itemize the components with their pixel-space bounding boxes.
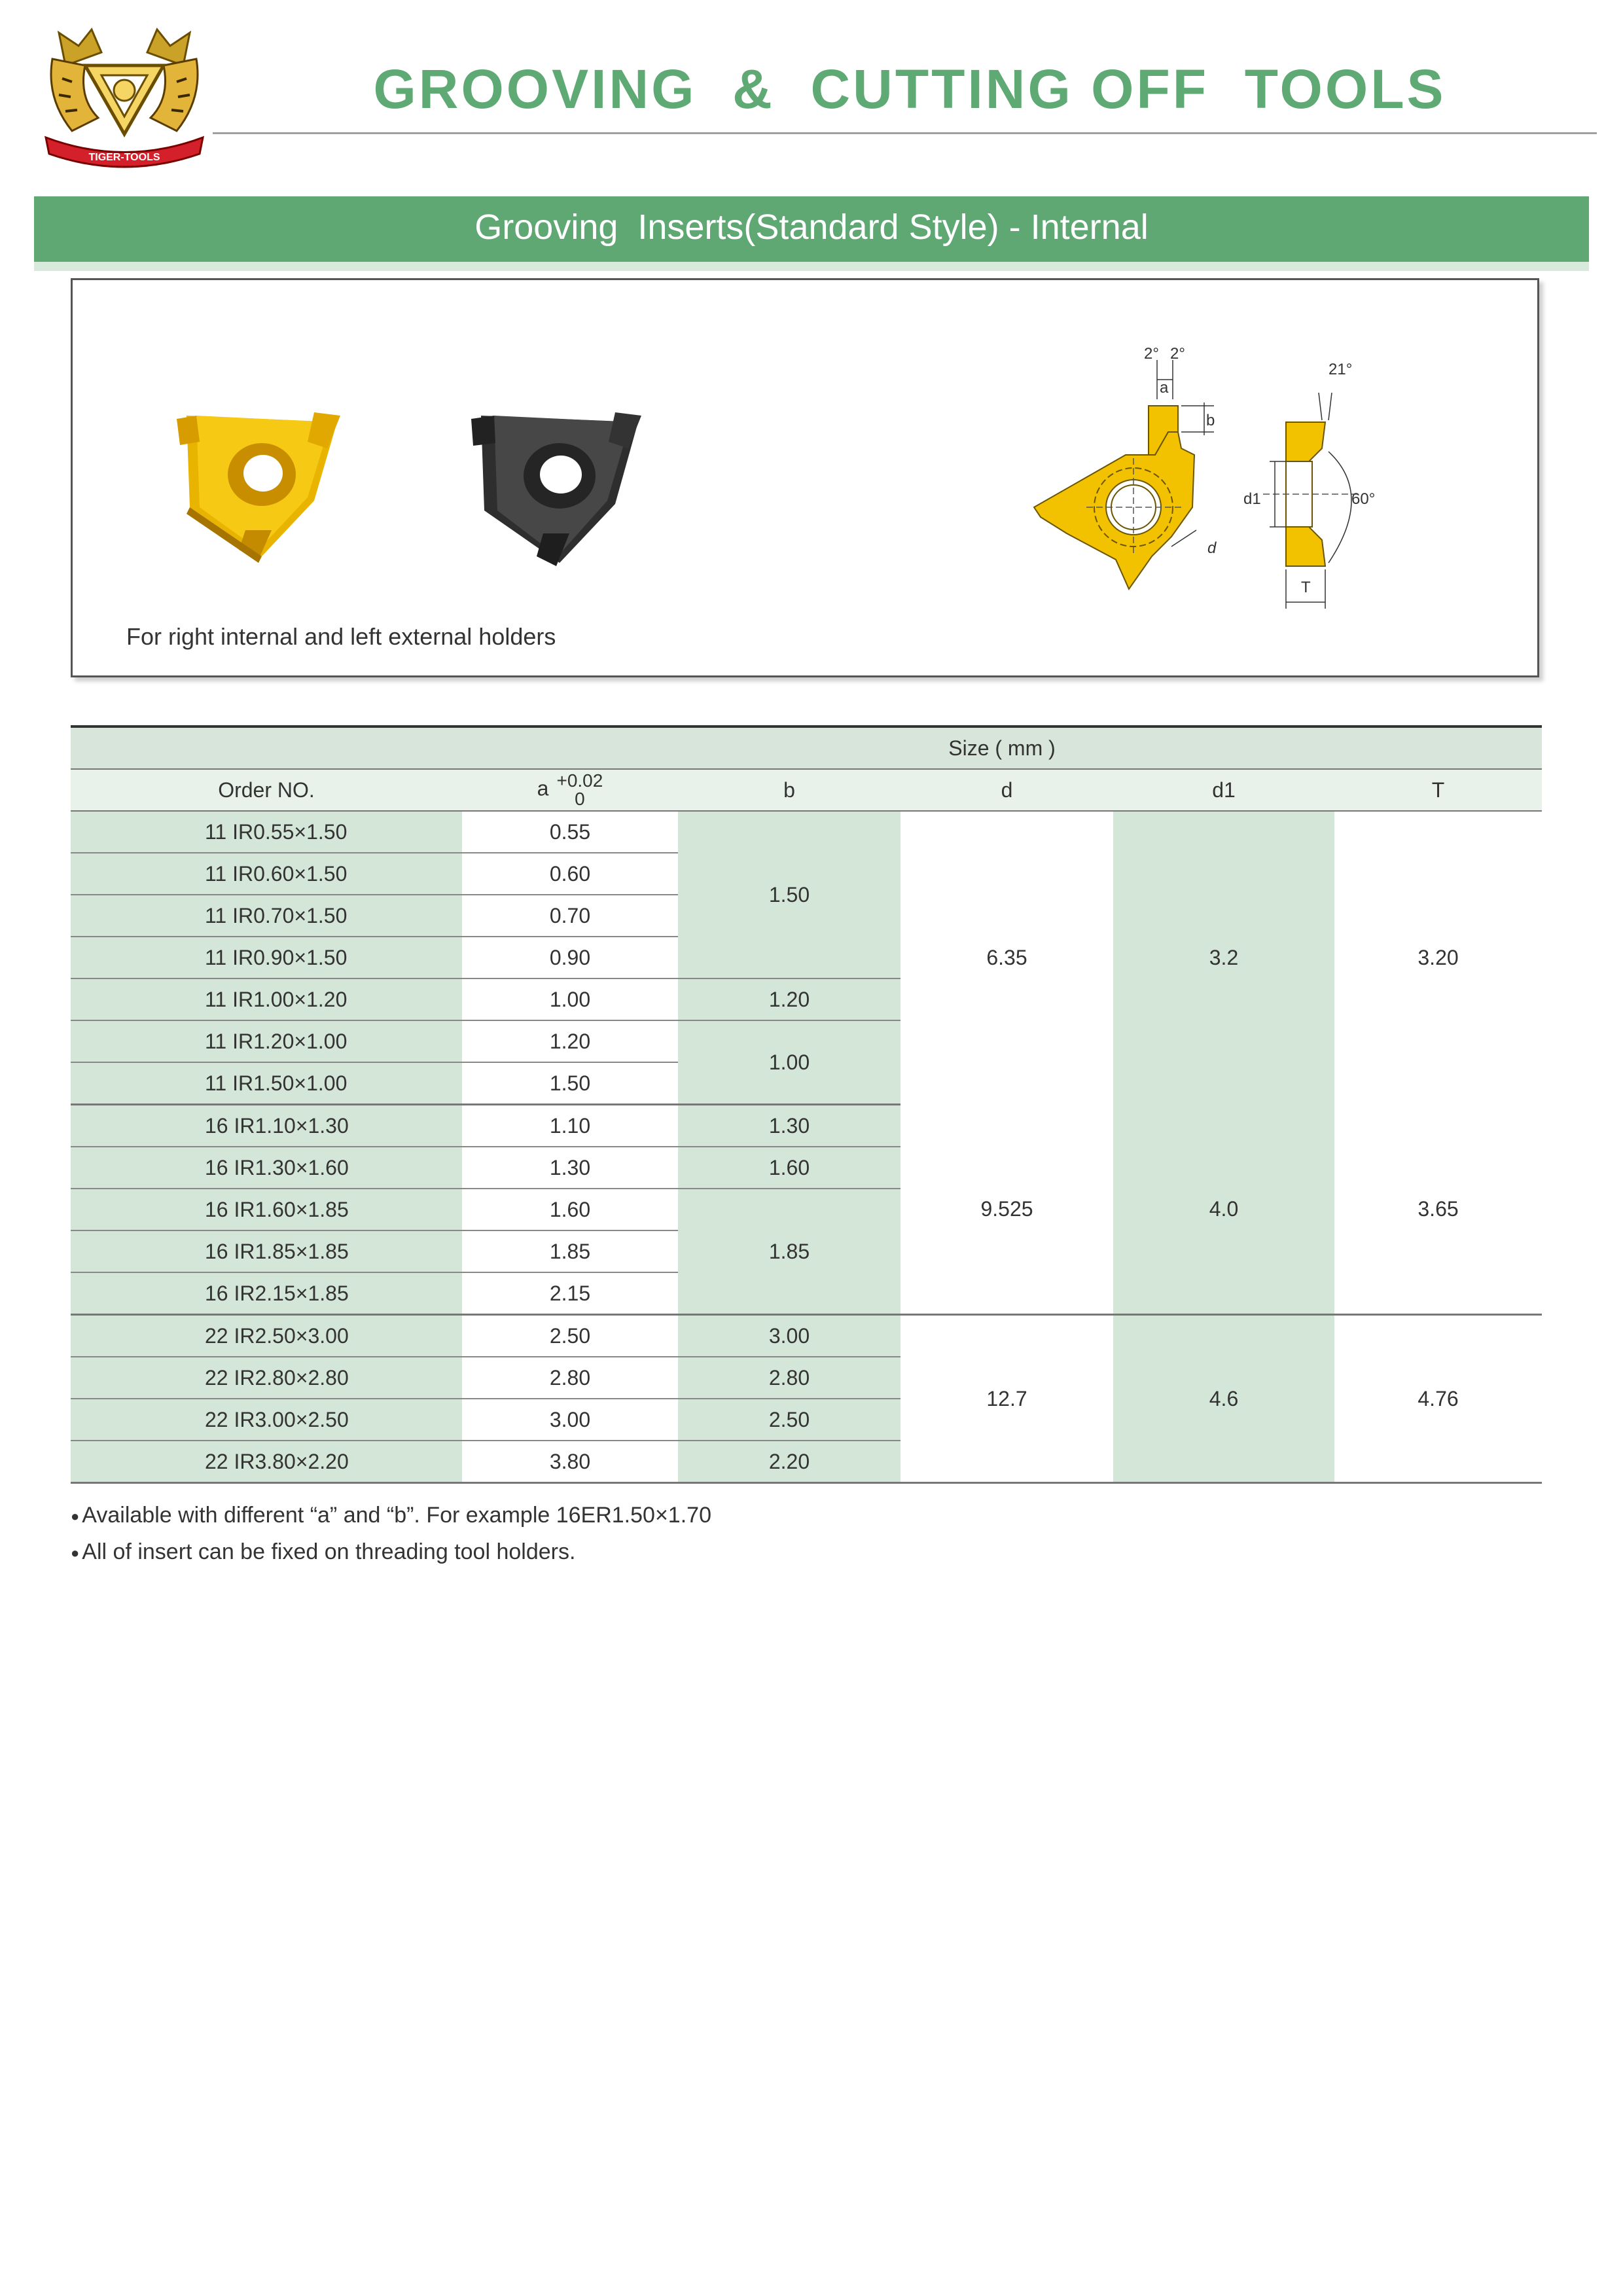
b-value-cell: 2.80 — [678, 1357, 901, 1399]
a-value-cell: 3.80 — [462, 1441, 678, 1483]
d-value-cell: 9.525 — [901, 1105, 1113, 1315]
dim-60-label: 60° — [1351, 490, 1376, 508]
black-insert-image — [468, 403, 651, 573]
dim-d-label: d — [1207, 539, 1217, 557]
dim-angle-left-label: 2° — [1144, 345, 1159, 363]
title-divider — [213, 132, 1597, 134]
spec-table — [71, 725, 1542, 1484]
order-no-cell: 22 IR3.00×2.50 — [71, 1399, 462, 1441]
d-value-cell: 6.35 — [901, 811, 1113, 1105]
order-no-cell: 11 IR0.90×1.50 — [71, 937, 462, 978]
a-value-cell: 0.60 — [462, 853, 678, 895]
order-no-cell: 11 IR1.00×1.20 — [71, 978, 462, 1020]
note-text: Available with different “a” and “b”. For example 16ER1.50×1.70 — [82, 1503, 711, 1528]
a-value-cell: 2.50 — [462, 1315, 678, 1357]
gold-insert-image — [173, 403, 350, 566]
col-header-a — [462, 769, 678, 811]
header-empty-cell — [71, 726, 462, 769]
d1-value-cell: 3.2 — [1113, 811, 1334, 1105]
a-tolerance — [556, 772, 603, 808]
spec-table-container — [71, 725, 1542, 1484]
note-item — [71, 1534, 711, 1571]
a-tolerance-upper: +0.02 — [556, 770, 603, 791]
b-value-cell: 1.00 — [678, 1020, 901, 1105]
d1-value-cell: 4.6 — [1113, 1315, 1334, 1483]
table-row — [71, 1315, 1542, 1357]
col-header-b: b — [678, 769, 901, 811]
order-no-cell: 16 IR1.30×1.60 — [71, 1147, 462, 1189]
order-no-cell: 22 IR2.80×2.80 — [71, 1357, 462, 1399]
b-value-cell: 3.00 — [678, 1315, 901, 1357]
order-no-cell: 11 IR1.20×1.00 — [71, 1020, 462, 1062]
b-value-cell: 1.20 — [678, 978, 901, 1020]
a-value-cell: 0.55 — [462, 811, 678, 853]
size-header: Size ( mm ) — [462, 726, 1542, 769]
order-no-cell: 11 IR0.55×1.50 — [71, 811, 462, 853]
a-tolerance-lower: 0 — [575, 789, 585, 809]
section-banner-strip — [34, 262, 1589, 271]
t-value-cell: 3.65 — [1334, 1105, 1542, 1315]
col-header-d1: d1 — [1113, 769, 1334, 811]
note-item — [71, 1498, 711, 1534]
table-header-row-size — [71, 726, 1542, 769]
col-header-a-symbol: a — [537, 776, 549, 800]
t-value-cell: 3.20 — [1334, 811, 1542, 1105]
a-value-cell: 1.85 — [462, 1230, 678, 1272]
order-no-cell: 16 IR1.85×1.85 — [71, 1230, 462, 1272]
table-row — [71, 1105, 1542, 1147]
b-value-cell: 1.85 — [678, 1189, 901, 1315]
order-no-cell: 11 IR1.50×1.00 — [71, 1062, 462, 1105]
col-header-t: T — [1334, 769, 1542, 811]
a-value-cell: 2.80 — [462, 1357, 678, 1399]
dim-d1-label: d1 — [1243, 490, 1261, 508]
col-header-d: d — [901, 769, 1113, 811]
col-header-order: Order NO. — [71, 769, 462, 811]
a-value-cell: 0.70 — [462, 895, 678, 937]
logo-text: TIGER-TOOLS — [88, 152, 160, 163]
b-value-cell: 1.60 — [678, 1147, 901, 1189]
order-no-cell: 22 IR3.80×2.20 — [71, 1441, 462, 1483]
table-row — [71, 811, 1542, 853]
dim-t-label: T — [1301, 579, 1311, 596]
a-value-cell: 1.00 — [462, 978, 678, 1020]
a-value-cell: 1.20 — [462, 1020, 678, 1062]
bullet-icon: ● — [71, 1545, 80, 1562]
dim-angle-right-label: 2° — [1170, 345, 1185, 363]
dim-21-label: 21° — [1329, 361, 1353, 378]
b-value-cell: 1.30 — [678, 1105, 901, 1147]
a-value-cell: 3.00 — [462, 1399, 678, 1441]
dim-b-label: b — [1206, 412, 1215, 429]
page-title: GROOVING & CUTTING OFF TOOLS — [373, 58, 1446, 120]
a-value-cell: 0.90 — [462, 937, 678, 978]
a-value-cell: 1.60 — [462, 1189, 678, 1230]
a-value-cell: 1.50 — [462, 1062, 678, 1105]
b-value-cell: 2.50 — [678, 1399, 901, 1441]
holder-note: For right internal and left external holders — [126, 623, 556, 650]
b-value-cell: 2.20 — [678, 1441, 901, 1483]
bullet-icon: ● — [71, 1508, 80, 1525]
t-value-cell: 4.76 — [1334, 1315, 1542, 1483]
a-value-cell: 1.30 — [462, 1147, 678, 1189]
order-no-cell: 11 IR0.70×1.50 — [71, 895, 462, 937]
section-title: Grooving Inserts(Standard Style) - Internal — [474, 207, 1149, 247]
d1-value-cell: 4.0 — [1113, 1105, 1334, 1315]
d-value-cell: 12.7 — [901, 1315, 1113, 1483]
note-text: All of insert can be fixed on threading tool holders. — [82, 1539, 576, 1565]
order-no-cell: 16 IR1.60×1.85 — [71, 1189, 462, 1230]
b-value-cell: 1.50 — [678, 811, 901, 978]
table-header-row — [71, 769, 1542, 811]
order-no-cell: 22 IR2.50×3.00 — [71, 1315, 462, 1357]
order-no-cell: 11 IR0.60×1.50 — [71, 853, 462, 895]
order-no-cell: 16 IR1.10×1.30 — [71, 1105, 462, 1147]
order-no-cell: 16 IR2.15×1.85 — [71, 1272, 462, 1315]
notes — [71, 1498, 711, 1571]
insert-dimension-drawing — [1021, 340, 1400, 615]
a-value-cell: 1.10 — [462, 1105, 678, 1147]
a-value-cell: 2.15 — [462, 1272, 678, 1315]
dim-a-label: a — [1160, 379, 1169, 397]
tiger-tools-logo — [39, 20, 209, 170]
